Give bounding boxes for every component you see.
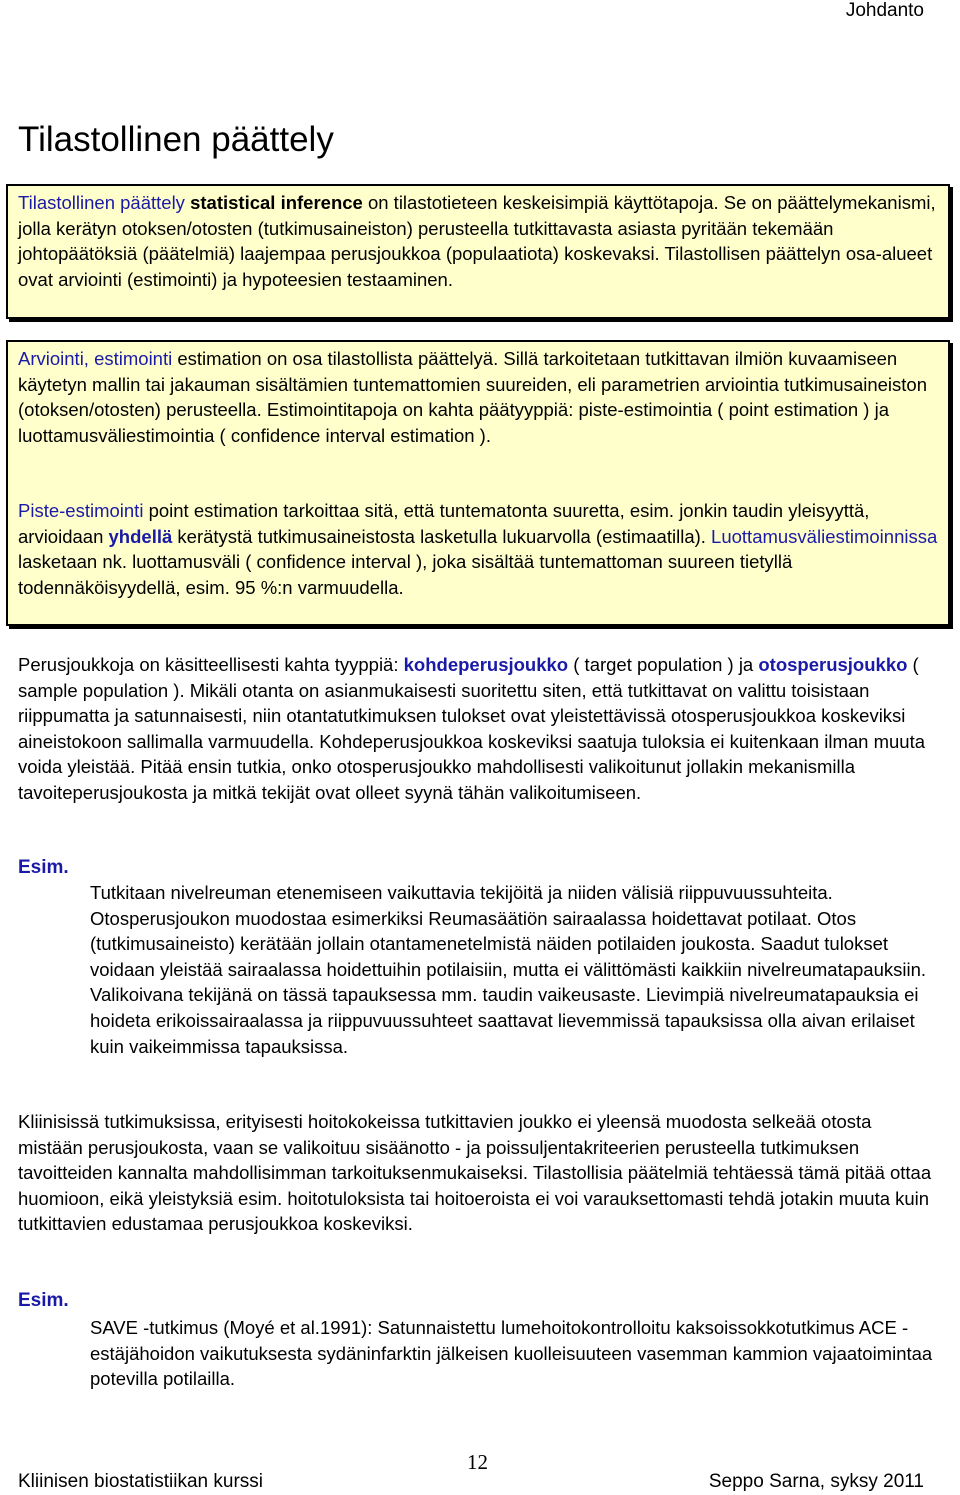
- term-piste-estimointi: Piste-estimointi: [18, 500, 144, 521]
- term-luottamusvali: Luottamusväliestimoinnissa: [711, 525, 938, 547]
- point-estimation-paragraph: Piste-estimointi point estimation tarkoittaa sitä, että tuntematonta suuretta, esim. jonkin taudin yleisyyttä, arvioidaan yhdellä kerätystä tutkimusaineistosta lasketulla lukuarvolla (estimaatilla). Luottamusväliestimoinnissa lasketaan nk. luottamusväli ( confidence interval ), joka sisältää tuntemattoman suureen tietyllä todennäköisyydellä, esim. 95 %:n varmuudella.: [18, 500, 938, 598]
- example-label: Esim.: [18, 857, 69, 878]
- definition-paragraph: Tilastollinen päättely statistical inference on tilastotieteen keskeisimpiä käyttötapoja. Se on päättelymekanismi, jolla kerätyn otoksen/otosten (tutkimusaineiston) perusteella tutkittavasta asiasta pyritään tekemään johtopäätöksiä (päätelmiä) laajempaa perusjoukkoa (populaatiota) koskevaksi. Tilastollisen päättelyn osa-alueet ovat arviointi (estimointi) ja hypoteesien testaaminen.: [18, 192, 936, 290]
- term-tilastollinen-paattely: Tilastollinen päättely: [18, 192, 185, 213]
- term-kohdeperusjoukko: kohdeperusjoukko: [403, 654, 569, 675]
- clinical-paragraph: Kliinisissä tutkimuksissa, erityisesti hoitokokeissa tutkittavien joukko ei yleensä muodosta selkeää otosta mistään perusjoukosta, vaan se valikoituu sisäänotto - ja poissuljentakriteerien perusteella tutkimuksen tavoitteiden kannalta mahdollisimman tarkoituksenmukaiseksi. Tilastollisia päätelmiä tehtäessä tämä pitää ottaa huomioon, eikä yleistyksiä esim. hoitotuloksista tai hoitoeroista ei voi varauksettomasti tehdä jotakin muuta kuin tutkittavien edustamaa perusjoukkoa koskeviksi.: [18, 1111, 932, 1235]
- footer-course: Kliinisen biostatistiikan kurssi: [18, 1471, 263, 1492]
- page-number: 12: [467, 1450, 488, 1474]
- estimation-paragraph: Arviointi, estimointi estimation on osa tilastollista päättelyä. Sillä tarkoitetaan tutkittavan ilmiön kuvaamiseen käytetyn mallin tai jakauman sisältämien tuntemattomien suureiden, eli parametrien arviointia tutkimusaineiston (otoksen/otosten) perusteella. Estimointitapoja on kahta päätyyppiä: piste-estimointia ( point estimation ) ja luottamusväliestimointia ( confidence interval estimation ).: [18, 348, 928, 446]
- term-otosperusjoukko: otosperusjoukko: [758, 654, 908, 675]
- example-text: Tutkitaan nivelreuman etenemiseen vaikuttavia tekijöitä ja niiden välisiä riippuvuussuhteita. Otosperusjoukon muodostaa esimerkiksi Reumasäätiön sairaalassa hoidettavat potilaat. Otos (tutkimusaineisto) kerätään jollain otantamenetelmistä näiden potilaiden joukosta. Saadut tulokset voidaan yleistää sairaalassa hoidettuihin potilaisiin, mutta ei välittömästi kaikkiin nivelreumatapauksiin. Valikoivana tekijänä on tässä tapauksessa mm. taudin vaikeusaste. Lievimpiä nivelreumatapauksia ei hoideta erikoissairaalassa ja riippuvuussuhteet saattavat lievemmissä tapauksissa olla aivan erilaiset kuin vaikeimmissa tapauksissa.: [90, 882, 927, 1057]
- running-header: Johdanto: [845, 0, 924, 21]
- example-label-2: Esim.: [18, 1290, 69, 1311]
- page-title: Tilastollinen päättely: [18, 120, 334, 159]
- term-statistical-inference: statistical inference: [190, 192, 363, 213]
- term-arviointi: Arviointi, estimointi: [18, 348, 173, 369]
- example-text-2: SAVE -tutkimus (Moyé et al.1991): Satunnaistettu lumehoitokontrolloitu kaksoissokkotutkimus ACE -estäjähoidon vaikutuksesta sydäninfarktin jälkeisen kuolleisuuteen vasemman kammion vajaatoimintaa potevilla potilailla.: [90, 1317, 933, 1390]
- population-paragraph: Perusjoukkoja on käsitteellisesti kahta tyyppiä: kohdeperusjoukko ( target population ) ja otosperusjoukko ( sample population ). Mikäli otanta on asianmukaisesti suoritettu siten, että tutkittavat on valittu toisistaan riippumatta ja satunnaisesti, niin otantatutkimuksen tulokset ovat yleistettävissä otosperusjoukkoa koskeviksi aineistokoon sallimalla varmuudella. Kohdeperusjoukkoa koskeviksi saatuja tuloksia ei kuitenkaan ilman muuta voida yleistää. Pitää ensin tutkia, onko otosperusjoukko mahdollisesti valikoitunut jollakin mekanismilla tavoiteperusjoukosta ja mitkä tekijät ovat olleet syynä tähän valikoitumiseen.: [18, 654, 925, 803]
- term-yhdella: yhdellä: [108, 525, 173, 547]
- footer-author: Seppo Sarna, syksy 2011: [708, 1471, 924, 1492]
